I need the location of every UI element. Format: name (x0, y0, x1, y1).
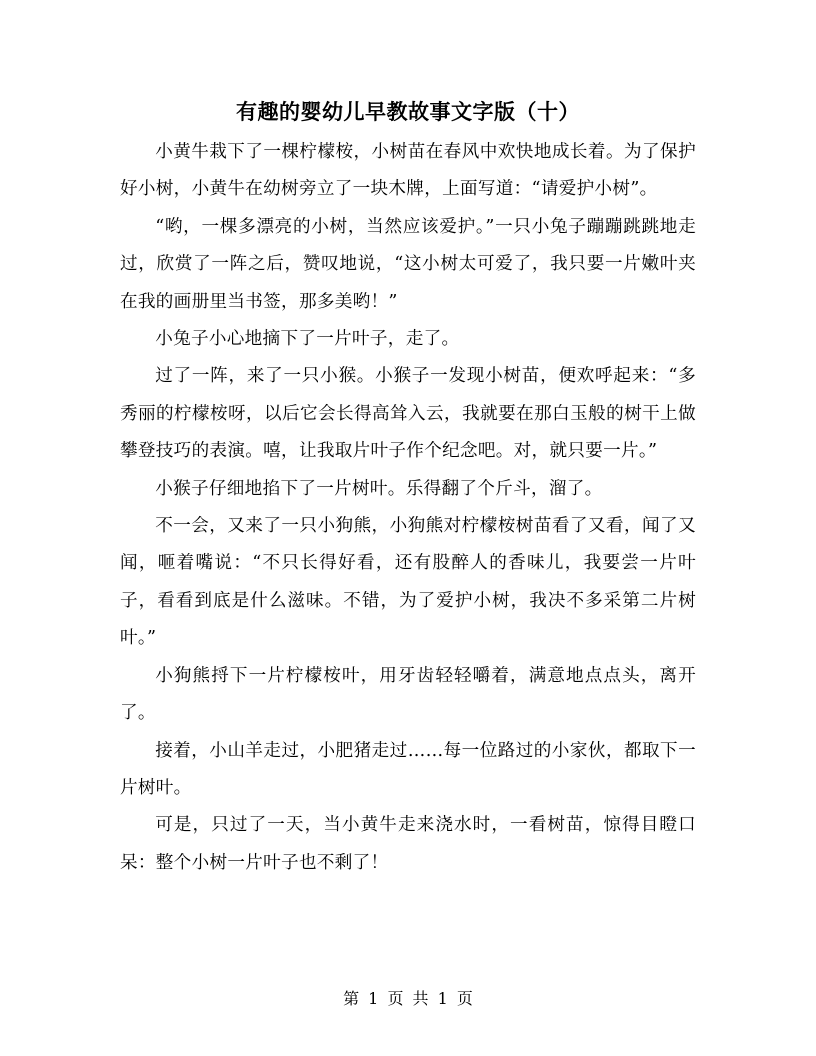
paragraph: 小黄牛栽下了一棵柠檬桉，小树苗在春风中欢快地成长着。为了保护好小树，小黄牛在幼树旁立了一块木牌，上面写道：“请爱护小树”。 (120, 142, 696, 200)
paragraph: 过了一阵，来了一只小猴。小猴子一发现小树苗，便欢呼起来：“多秀丽的柠檬桉呀，以后它会长得高耸入云，我就要在那白玉般的树干上做攀登技巧的表演。嘻，让我取片叶子作个纪念吧。对，就只要一片。” (120, 366, 696, 462)
paragraph: 接着，小山羊走过，小肥猪走过……每一位路过的小家伙，都取下一片树叶。 (120, 740, 696, 798)
paragraph: 可是，只过了一天，当小黄牛走来浇水时，一看树苗，惊得目瞪口呆：整个小树一片叶子也不剩了！ (120, 815, 696, 873)
page-number-footer: 第 1 页 共 1 页 (343, 989, 473, 1008)
paragraph: 小狗熊捋下一片柠檬桉叶，用牙齿轻轻嚼着，满意地点点头，离开了。 (120, 665, 696, 724)
paragraph: “哟，一棵多漂亮的小树，当然应该爱护。”一只小兔子蹦蹦跳跳地走过，欣赏了一阵之后，赞叹地说，“这小树太可爱了，我只要一片嫩叶夹在我的画册里当书签，那多美哟！” (120, 216, 696, 312)
paragraph: 小兔子小心地摘下了一片叶子，走了。 (155, 329, 460, 350)
document-body (120, 134, 696, 882)
paragraph: 小猴子仔细地掐下了一片树叶。乐得翻了个斤斗，溜了。 (155, 478, 603, 499)
paragraph: 不一会，又来了一只小狗熊，小狗熊对柠檬桉树苗看了又看，闻了又闻，咂着嘴说：“不只长得好看，还有股醉人的香味儿，我要尝一片叶子，看看到底是什么滋味。不错，为了爱护小树，我决不多采第二片树叶。” (120, 516, 696, 649)
document-title: 有趣的婴幼儿早教故事文字版（十） (236, 99, 580, 124)
